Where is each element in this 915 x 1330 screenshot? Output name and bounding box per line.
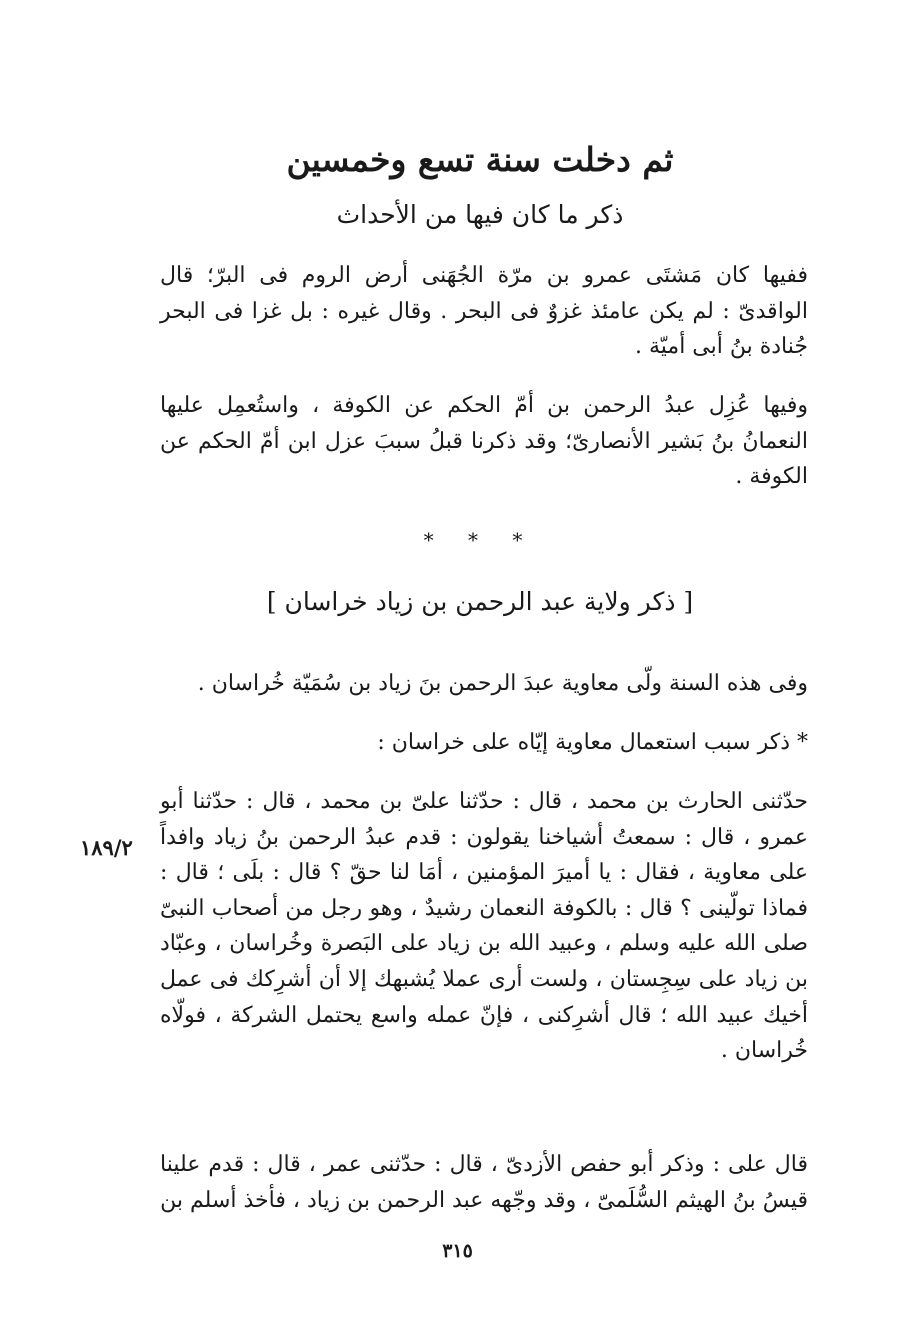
margin-reference: ١٨٩/٢ bbox=[80, 835, 133, 860]
paragraph-5: حدّثنى الحارث بن محمد ، قال : حدّثنا علىّ بن محمد ، قال : حدّثنا أبو عمرو ، قال : سمعتُ أشياخنا يقولون : قدم عبدُ الرحمن بنُ زياد وافداً على معاوية ، فقال : يا أميرَ المؤمنين ، أمَا لنا حقّ ؟ قال : بلَى ؛ قال : فماذا تولّينى ؟ قال : بالكوفة النعمان رشيدٌ ، وهو رجل من أصحاب النبىّ صلى الله عليه وسلم ، وعبيد الله بن زياد على البَصرة وخُراسان ، وعبّاد بن زياد على سِجِستان ، ولست أرى عملا يُشبهك إلا أن أشرِكك فى عمل أخيك عبيد الله ؛ قال أشرِكنى ، فإنّ عمله واسع يحتمل الشركة ، فولّاه خُراسان . bbox=[160, 789, 808, 1064]
section-subtitle: ذكر ما كان فيها من الأحداث bbox=[336, 200, 624, 229]
paragraph-6: قال على : وذكر أبو حفص الأزدىّ ، قال : حدّثنى عمر ، قال : قدم علينا قيسُ بنُ الهيثم السُّلَمىّ ، وقد وجّهه عبد الرحمن بن زياد ، فأخذ أسلم بن bbox=[160, 1152, 808, 1213]
section-separator: * * * bbox=[423, 528, 537, 552]
paragraph-4: * ذكر سبب استعمال معاوية إيّاه على خراسان : bbox=[377, 730, 808, 755]
paragraph-1: ففيها كان مَشتَى عمرو بن مرّة الجُهَنى أرض الروم فى البرّ؛ قال الواقدىّ : لم يكن عامئذ غزوٌ فى البحر . وقال غيره : بل غزا فى البحر جُنادة بنُ أبى أميّة . bbox=[160, 263, 808, 359]
bracketed-heading: [ ذكر ولاية عبد الرحمن بن زياد خراسان ] bbox=[266, 587, 694, 616]
section-title: ثم دخلت سنة تسع وخمسين bbox=[286, 140, 674, 179]
page-number: ٣١٥ bbox=[442, 1240, 473, 1262]
paragraph-2: وفيها عُزِل عبدُ الرحمن بن أمّ الحكم عن الكوفة ، واستُعمِل عليها النعمانُ بنُ بَشير الأنصارىّ؛ وقد ذكرنا قبلُ سببَ عزل ابن أمّ الحكم عن الكوفة . bbox=[160, 393, 808, 489]
paragraph-3: وفى هذه السنة ولّى معاوية عبدَ الرحمن بنَ زياد بن سُمَيّة خُراسان . bbox=[197, 671, 808, 696]
